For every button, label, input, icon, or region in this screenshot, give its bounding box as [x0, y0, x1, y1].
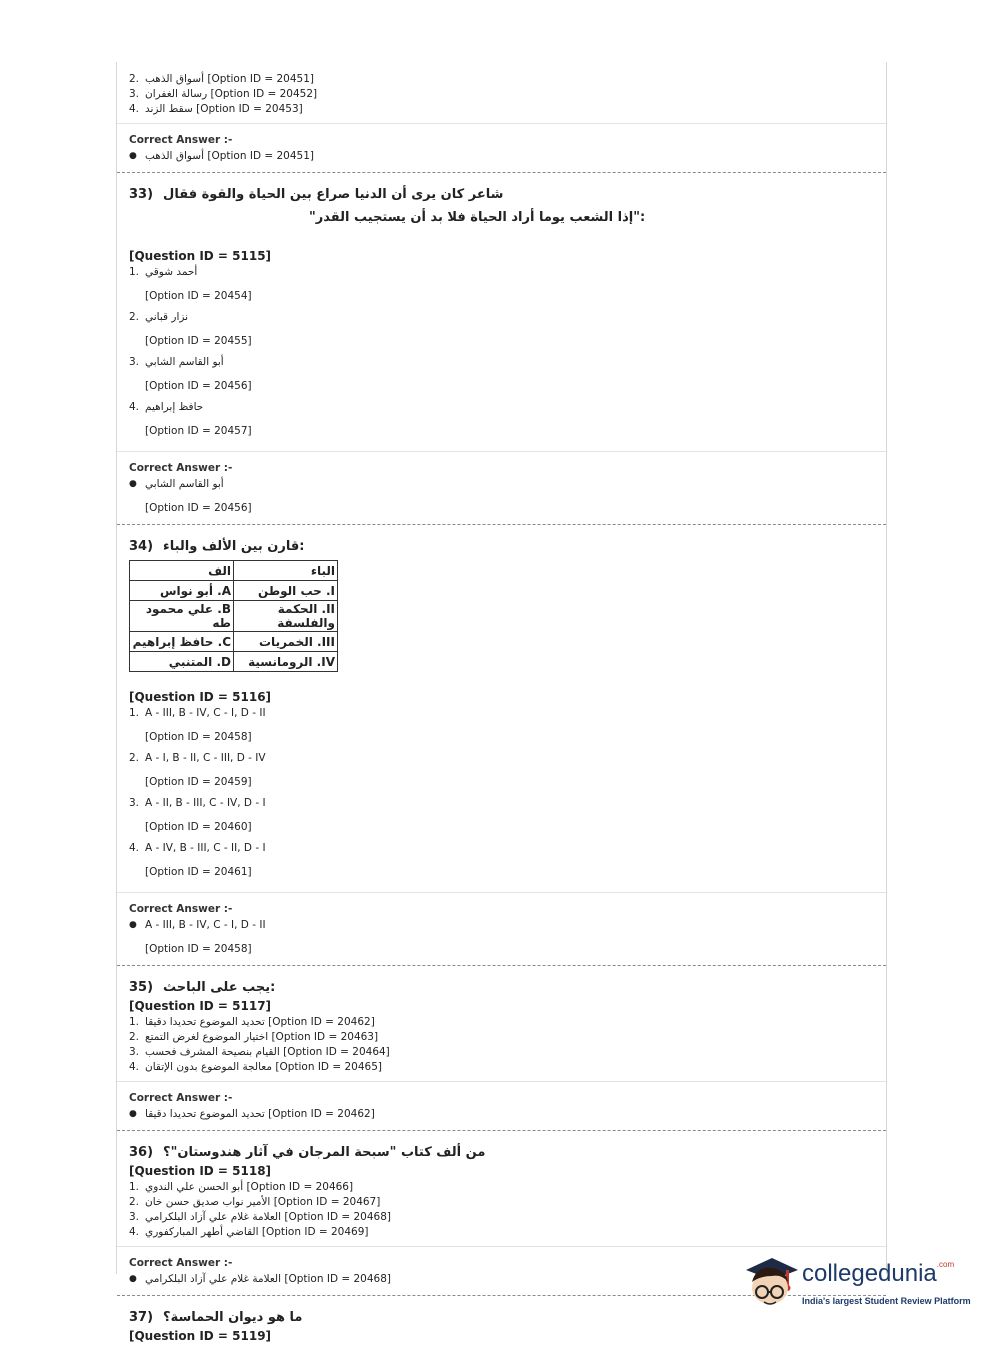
option-row: 2. أسواق الذهب [Option ID = 20451] [129, 73, 315, 85]
option-row: 4. سقط الزند [Option ID = 20453] [129, 103, 303, 115]
correct-answer-label: Correct Answer :- [129, 1257, 233, 1269]
option-row: 4. القاضي أطهر المباركفوري [Option ID = 20469] [129, 1226, 369, 1238]
correct-answer-label: Correct Answer :- [129, 462, 233, 474]
question-35-answer [117, 1081, 886, 1130]
option-row: 2. نزار قباني [Option ID = 20455] [129, 311, 252, 347]
correct-answer: ● تحديد الموضوع تحديدا دقيقا [Option ID = 20462] [129, 1108, 375, 1120]
table-cell: B. علي محمود طه [130, 601, 234, 632]
correct-answer-label: Correct Answer :- [129, 134, 233, 146]
question-verse: "إذا الشعب يوما أراد الحياة فلا بد أن يستجيب القدر": [309, 210, 646, 225]
match-table [129, 560, 338, 672]
question-id: [Question ID = 5118] [129, 1164, 272, 1178]
table-cell: I. حب الوطن [234, 581, 338, 601]
table-cell: الباء [234, 561, 338, 581]
table-cell: A. أبو نواس [130, 581, 234, 601]
question-text: قارن بين الألف والباء: [163, 539, 305, 554]
question-number: 35) [129, 980, 154, 995]
table-cell: III. الخمريات [234, 632, 338, 652]
option-row: 3. العلامة غلام علي آزاد البلكرامي [Option ID = 20468] [129, 1211, 392, 1223]
question-text: يجب على الباحث: [163, 980, 276, 995]
question-34-answer [117, 892, 886, 965]
mascot-icon [742, 1252, 800, 1314]
option-row: 4. A - IV, B - III, C - II, D - I [Option ID = 20461] [129, 842, 266, 878]
option-row: 2. الأمير نواب صديق حسن خان [Option ID = 20467] [129, 1196, 381, 1208]
question-33 [117, 173, 886, 451]
option-row: 4. معالجة الموضوع بدون الإتقان [Option ID = 20465] [129, 1061, 382, 1073]
collegedunia-logo [742, 1250, 972, 1320]
option-row: 3. القيام بنصيحة المشرف فحسب [Option ID = 20464] [129, 1046, 390, 1058]
question-32-answer [117, 123, 886, 172]
question-text: من ألف كتاب "سبحة المرجان في آثار هندوستان"؟ [163, 1145, 486, 1160]
option-row: 3. A - II, B - III, C - IV, D - I [Option ID = 20460] [129, 797, 266, 833]
option-row: 2. اختيار الموضوع لغرض التمتع [Option ID = 20463] [129, 1031, 379, 1043]
option-row: 4. حافظ إبراهيم [Option ID = 20457] [129, 401, 252, 437]
brand-name: collegedunia$^{.com}$ [802, 1260, 955, 1287]
question-id: [Question ID = 5116] [129, 690, 272, 704]
table-cell: الف [130, 561, 234, 581]
table-cell: II. الحكمة والفلسفة [234, 601, 338, 632]
correct-answer: ● أبو القاسم الشابي [Option ID = 20456] [129, 478, 252, 514]
option-row: 1. A - III, B - IV, C - I, D - II [Option ID = 20458] [129, 707, 266, 743]
question-33-answer [117, 451, 886, 524]
correct-answer-label: Correct Answer :- [129, 1092, 233, 1104]
option-row: 2. A - I, B - II, C - III, D - IV [Option ID = 20459] [129, 752, 266, 788]
question-number: 33) [129, 187, 154, 202]
question-text: شاعر كان يرى أن الدنيا صراع بين الحياة والقوة فقال [163, 187, 504, 202]
question-number: 34) [129, 539, 154, 554]
option-row: 1. تحديد الموضوع تحديدا دقيقا [Option ID = 20462] [129, 1016, 375, 1028]
table-cell: IV. الرومانسية [234, 652, 338, 672]
question-32-options [117, 62, 886, 123]
question-id: [Question ID = 5119] [129, 1329, 272, 1343]
option-row: 3. رسالة الغفران [Option ID = 20452] [129, 88, 318, 100]
correct-answer: ● A - III, B - IV, C - I, D - II [Option ID = 20458] [129, 919, 266, 955]
option-row: 3. أبو القاسم الشابي [Option ID = 20456] [129, 356, 252, 392]
question-number: 36) [129, 1145, 154, 1160]
question-number: 37) [129, 1310, 154, 1325]
question-36 [117, 1131, 886, 1246]
question-35 [117, 966, 886, 1081]
table-cell: D. المتنبي [130, 652, 234, 672]
question-id: [Question ID = 5117] [129, 999, 272, 1013]
question-id: [Question ID = 5115] [129, 249, 272, 263]
question-text: ما هو ديوان الحماسة؟ [163, 1310, 303, 1325]
brand-tagline: India's largest Student Review Platform [802, 1296, 971, 1306]
correct-answer: ● أسواق الذهب [Option ID = 20451] [129, 150, 315, 162]
table-cell: C. حافظ إبراهيم [130, 632, 234, 652]
correct-answer: ● العلامة غلام علي آزاد البلكرامي [Option ID = 20468] [129, 1273, 392, 1285]
question-34 [117, 525, 886, 892]
option-row: 1. أحمد شوقي [Option ID = 20454] [129, 266, 252, 302]
correct-answer-label: Correct Answer :- [129, 903, 233, 915]
option-row: 1. أبو الحسن علي الندوي [Option ID = 20466] [129, 1181, 354, 1193]
